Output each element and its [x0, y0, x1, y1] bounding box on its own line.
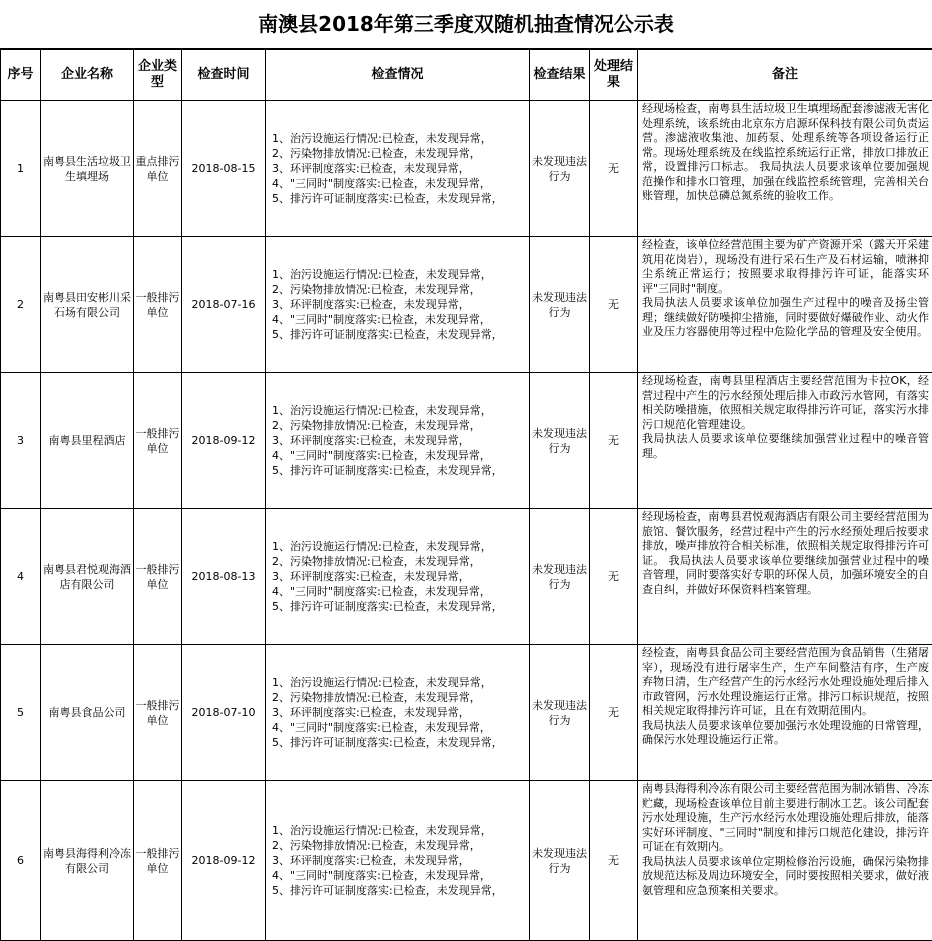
inspection-situation — [266, 101, 530, 237]
company-type: 一般排污单位 — [134, 781, 182, 941]
inspection-date: 2018-07-10 — [182, 645, 266, 781]
header-inspection-date: 检查时间 — [182, 50, 266, 101]
check-item: 1、治污设施运行情况:已检查，未发现异常， — [272, 675, 529, 690]
check-item: 4、"三同时"制度落实:已检查，未发现异常， — [272, 868, 529, 883]
check-item: 5、排污许可证制度落实:已检查，未发现异常， — [272, 191, 529, 206]
company-type: 一般排污单位 — [134, 645, 182, 781]
check-item: 2、污染物排放情况:已检查，未发现异常， — [272, 146, 529, 161]
inspection-result: 未发现违法行为 — [530, 781, 590, 941]
company-type: 重点排污单位 — [134, 101, 182, 237]
inspection-date: 2018-08-13 — [182, 509, 266, 645]
row-no: 1 — [1, 101, 41, 237]
check-item: 4、"三同时"制度落实:已检查，未发现异常， — [272, 448, 529, 463]
check-item: 3、环评制度落实:已检查，未发现异常， — [272, 297, 529, 312]
check-item: 2、污染物排放情况:已检查，未发现异常， — [272, 838, 529, 853]
header-inspection-situation: 检查情况 — [266, 50, 530, 101]
check-item: 5、排污许可证制度落实:已检查，未发现异常， — [272, 599, 529, 614]
check-item: 3、环评制度落实:已检查，未发现异常， — [272, 569, 529, 584]
remark-paragraph: 经现场检查，南粤县君悦观海酒店有限公司主要经营范围为旅馆、餐饮服务，经营过程中产生的污水经预处理后按要求排放，噪声排放符合相关标准，依照相关规定取得排污许可证。 我局执法人员要求该单位要继续加强营业过程中的噪音管理，同时要落实好专职的环保人员，加强环境安全的自查自纠，并做好环保资料档案管理。 — [642, 510, 929, 597]
company-type: 一般排污单位 — [134, 237, 182, 373]
company-name: 南粤县君悦观海酒店有限公司 — [41, 509, 134, 645]
header-no: 序号 — [1, 50, 41, 101]
table-row — [1, 237, 932, 373]
handling-result: 无 — [590, 101, 638, 237]
company-name: 南粤县生活垃圾卫生填埋场 — [41, 101, 134, 237]
check-item: 5、排污许可证制度落实:已检查，未发现异常， — [272, 883, 529, 898]
table-row — [1, 781, 932, 941]
remark-paragraph: 我局执法人员要求该单位加强生产过程中的噪音及扬尘管理；继续做好防噪抑尘措施，同时要做好爆破作业、动火作业及压力容器使用等过程中危险化学品的管理及安全使用。 — [642, 296, 929, 340]
check-item: 5、排污许可证制度落实:已检查，未发现异常， — [272, 463, 529, 478]
inspection-result: 未发现违法行为 — [530, 645, 590, 781]
remark-paragraph: 经检查，南粤县食品公司主要经营范围为食品销售（生猪屠宰），现场没有进行屠宰生产，生产车间整洁有序，生产废弃物日清，生产经营产生的污水经污水处理设施处理后排入市政管网，污水处理设施运行正常。排污口标识规范，按照相关规定取得排污许可证，且在有效期范围内。 — [642, 646, 929, 719]
handling-result: 无 — [590, 237, 638, 373]
inspection-situation — [266, 781, 530, 941]
remark-paragraph: 经现场检查，南粤县里程酒店主要经营范围为卡拉OK，经营过程中产生的污水经预处理后排入市政污水管网，有落实相关防噪措施，依照相关规定取得排污许可证，落实污水排污口规范化管理建设。 — [642, 374, 929, 432]
check-item: 1、治污设施运行情况:已检查，未发现异常， — [272, 131, 529, 146]
inspection-result: 未发现违法行为 — [530, 237, 590, 373]
header-handling-result: 处理结果 — [590, 50, 638, 101]
remark-paragraph: 我局执法人员要求该单位定期检修治污设施，确保污染物排放规范达标及周边环境安全，同时要按照相关要求，做好液氨管理和应急预案相关要求。 — [642, 855, 929, 899]
check-item: 4、"三同时"制度落实:已检查，未发现异常， — [272, 176, 529, 191]
header-company-name: 企业名称 — [41, 50, 134, 101]
table-row — [1, 101, 932, 237]
check-item: 3、环评制度落实:已检查，未发现异常， — [272, 705, 529, 720]
handling-result: 无 — [590, 645, 638, 781]
table-row — [1, 645, 932, 781]
company-name: 南粤县海得利冷冻有限公司 — [41, 781, 134, 941]
check-item: 1、治污设施运行情况:已检查，未发现异常， — [272, 823, 529, 838]
company-name: 南粤县田安彬川采石场有限公司 — [41, 237, 134, 373]
check-item: 1、治污设施运行情况:已检查，未发现异常， — [272, 403, 529, 418]
company-type: 一般排污单位 — [134, 373, 182, 509]
inspection-situation — [266, 645, 530, 781]
company-name: 南粤县食品公司 — [41, 645, 134, 781]
handling-result: 无 — [590, 373, 638, 509]
remarks — [638, 373, 932, 509]
check-item: 4、"三同时"制度落实:已检查，未发现异常， — [272, 312, 529, 327]
company-type: 一般排污单位 — [134, 509, 182, 645]
inspection-date: 2018-08-15 — [182, 101, 266, 237]
company-name: 南粤县里程酒店 — [41, 373, 134, 509]
remark-paragraph: 南粤县海得利冷冻有限公司主要经营范围为制冰销售、冷冻贮藏，现场检查该单位目前主要进行制冰工艺。该公司配套污水处理设施，生产污水经污水处理设施处理后排放，能落实好环评制度、"三同时"制度和排污口规范化建设，排污许可证在有效期内。 — [642, 782, 929, 855]
table-row — [1, 509, 932, 645]
inspection-date: 2018-09-12 — [182, 373, 266, 509]
header-row — [1, 50, 932, 101]
row-no: 4 — [1, 509, 41, 645]
remarks — [638, 101, 932, 237]
remarks — [638, 645, 932, 781]
check-item: 4、"三同时"制度落实:已检查，未发现异常， — [272, 720, 529, 735]
page-title: 南澳县2018年第三季度双随机抽查情况公示表 — [0, 0, 932, 49]
remarks — [638, 781, 932, 941]
row-no: 3 — [1, 373, 41, 509]
check-item: 2、污染物排放情况:已检查，未发现异常， — [272, 690, 529, 705]
inspection-date: 2018-09-12 — [182, 781, 266, 941]
remarks — [638, 509, 932, 645]
check-item: 5、排污许可证制度落实:已检查，未发现异常， — [272, 735, 529, 750]
inspection-result: 未发现违法行为 — [530, 373, 590, 509]
handling-result: 无 — [590, 781, 638, 941]
remark-paragraph: 经检查，该单位经营范围主要为矿产资源开采（露天开采建筑用花岗岩），现场没有进行采石生产及石材运输，喷淋抑尘系统正常运行；按照要求取得排污许可证，能落实环评"三同时"制度。 — [642, 238, 929, 296]
inspection-date: 2018-07-16 — [182, 237, 266, 373]
remarks — [638, 237, 932, 373]
row-no: 6 — [1, 781, 41, 941]
header-inspection-result: 检查结果 — [530, 50, 590, 101]
check-item: 1、治污设施运行情况:已检查，未发现异常， — [272, 539, 529, 554]
inspection-situation — [266, 237, 530, 373]
row-no: 5 — [1, 645, 41, 781]
remark-paragraph: 我局执法人员要求该单位要继续加强营业过程中的噪音管理。 — [642, 432, 929, 461]
check-item: 4、"三同时"制度落实:已检查，未发现异常， — [272, 584, 529, 599]
inspection-situation — [266, 373, 530, 509]
check-item: 3、环评制度落实:已检查，未发现异常， — [272, 853, 529, 868]
handling-result: 无 — [590, 509, 638, 645]
check-item: 2、污染物排放情况:已检查，未发现异常， — [272, 418, 529, 433]
inspection-situation — [266, 509, 530, 645]
check-item: 5、排污许可证制度落实:已检查，未发现异常， — [272, 327, 529, 342]
inspection-table — [0, 49, 932, 941]
remark-paragraph: 我局执法人员要求该单位要加强污水处理设施的日常管理，确保污水处理设施运行正常。 — [642, 719, 929, 748]
header-remarks: 备注 — [638, 50, 932, 101]
check-item: 3、环评制度落实:已检查，未发现异常， — [272, 433, 529, 448]
header-company-type: 企业类型 — [134, 50, 182, 101]
remark-paragraph: 经现场检查，南粤县生活垃圾卫生填埋场配套渗滤液无害化处理系统，该系统由北京东方启源环保科技有限公司负责运营。渗滤液收集池、加药泵、处理系统等各项设备运行正常。现场处理系统及在线监控系统运行正常，排放口排放正常，设置排污口标志。 我局执法人员要求该单位要加强规范操作和排水口管理，加强在线监控系统管理，完善相关台账管理，加快总磷总氮系统的验收工作。 — [642, 102, 929, 204]
check-item: 1、治污设施运行情况:已检查，未发现异常， — [272, 267, 529, 282]
inspection-result: 未发现违法行为 — [530, 509, 590, 645]
check-item: 2、污染物排放情况:已检查，未发现异常， — [272, 282, 529, 297]
check-item: 3、环评制度落实:已检查，未发现异常， — [272, 161, 529, 176]
inspection-result: 未发现违法行为 — [530, 101, 590, 237]
row-no: 2 — [1, 237, 41, 373]
check-item: 2、污染物排放情况:已检查，未发现异常， — [272, 554, 529, 569]
table-row — [1, 373, 932, 509]
